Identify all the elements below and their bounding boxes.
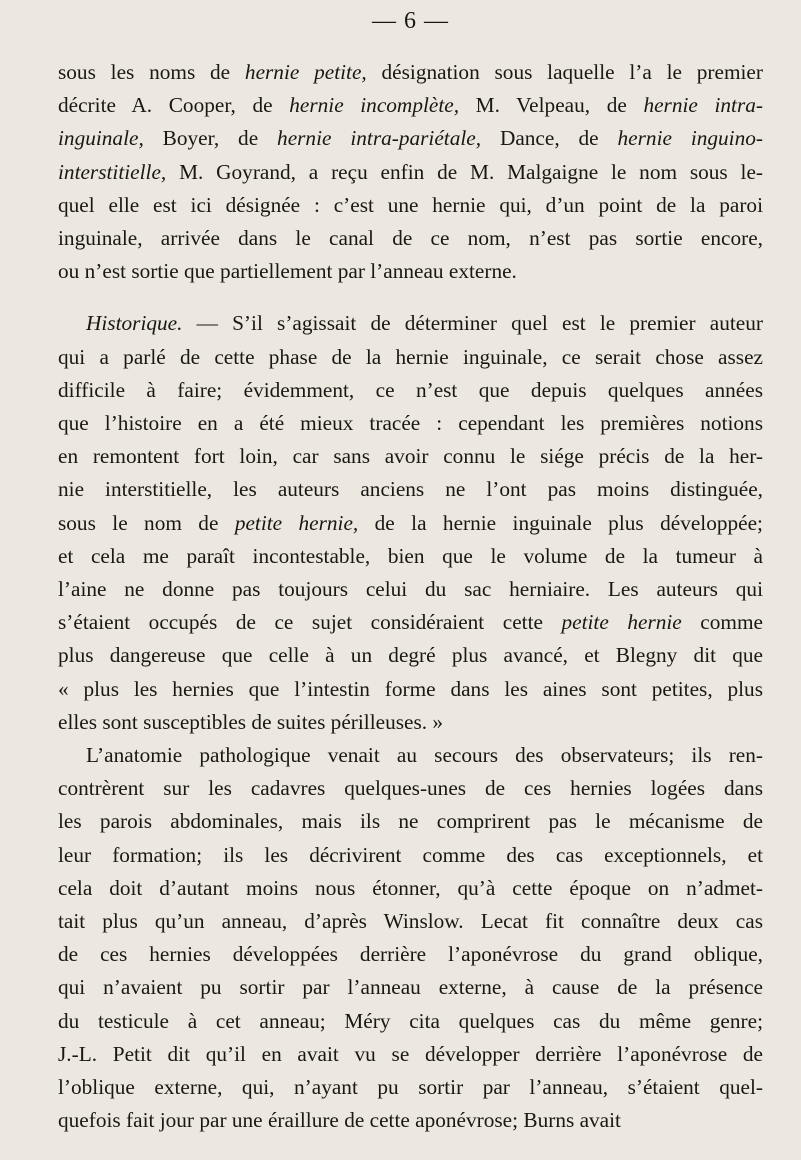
text-line: du testicule à cet anneau; Méry cita quelques cas du même genre; xyxy=(58,1008,763,1033)
text-line: Historique. — S’il s’agissait de déterminer quel est le premier auteur xyxy=(86,311,763,336)
text-line: les parois abdominales, mais ils ne comprirent pas le mécanisme de xyxy=(58,809,763,834)
text-line: J.-L. Petit dit qu’il en avait vu se développer derrière l’aponévrose de xyxy=(58,1041,763,1066)
italic-term: petite hernie xyxy=(561,610,682,635)
text-line: difficile à faire; évidemment, ce n’est que depuis quelques années xyxy=(58,377,763,402)
text-line: ou n’est sortie que partiellement par l’anneau externe. xyxy=(58,259,517,284)
italic-term: hernie incomplète, xyxy=(289,93,460,118)
text-line: interstitielle, M. Goyrand, a reçu enfin de M. Malgaigne le nom sous le- xyxy=(58,159,763,184)
text-line: quel elle est ici désignée : c’est une hernie qui, d’un point de la paroi xyxy=(58,192,763,217)
italic-term: hernie inguino- xyxy=(617,126,763,151)
text-line: inguinale, Boyer, de hernie intra-pariétale, Dance, de hernie inguino- xyxy=(58,126,763,151)
text-line: leur formation; ils les décrivirent comme des cas exceptionnels, et xyxy=(58,842,763,867)
text-line: de ces hernies développées derrière l’aponévrose du grand oblique, xyxy=(58,942,763,967)
italic-term: hernie intra- xyxy=(643,93,763,118)
text-line: qui n’avaient pu sortir par l’anneau externe, à cause de la présence xyxy=(58,975,763,1000)
italic-term: petite hernie, xyxy=(234,510,359,535)
text-line: quefois fait jour par une éraillure de cette aponévrose; Burns avait xyxy=(58,1108,621,1133)
text-line: contrèrent sur les cadavres quelques-unes de ces hernies logées dans xyxy=(58,776,763,801)
text-line: « plus les hernies que l’intestin forme dans les aines sont petites, plus xyxy=(58,676,763,701)
text-line: tait plus qu’un anneau, d’après Winslow. Lecat fit connaître deux cas xyxy=(58,909,763,934)
page-number: — 6 — xyxy=(372,8,449,34)
text-line: L’anatomie pathologique venait au secours des observateurs; ils ren- xyxy=(86,743,763,768)
text-line: plus dangereuse que celle à un degré plus avancé, et Blegny dit que xyxy=(58,643,763,668)
italic-term: hernie intra-pariétale, xyxy=(277,126,482,151)
text-line: l’oblique externe, qui, n’ayant pu sortir par l’anneau, s’étaient quel- xyxy=(58,1075,763,1100)
text-line: sous le nom de petite hernie, de la hernie inguinale plus développée; xyxy=(58,510,763,535)
text-line: inguinale, arrivée dans le canal de ce nom, n’est pas sortie encore, xyxy=(58,226,763,251)
text-line: l’aine ne donne pas toujours celui du sac herniaire. Les auteurs qui xyxy=(58,577,763,602)
paragraph xyxy=(58,56,763,288)
paragraph-gap xyxy=(58,288,763,307)
italic-term: hernie petite, xyxy=(244,60,367,84)
text-line: nie interstitielle, les auteurs anciens ne l’ont pas moins distinguée, xyxy=(58,477,763,502)
paragraph xyxy=(58,307,763,739)
text-line: elles sont susceptibles de suites périlleuses. » xyxy=(58,709,444,734)
body-text xyxy=(58,56,763,1138)
text-line: et cela me paraît incontestable, bien que le volume de la tumeur à xyxy=(58,543,763,568)
text-line: cela doit d’autant moins nous étonner, qu’à cette époque on n’admet- xyxy=(58,875,763,900)
text-line: que l’histoire en a été mieux tracée : cependant les premières notions xyxy=(58,411,763,436)
italic-term: Historique. xyxy=(86,311,183,336)
text-line: s’étaient occupés de ce sujet considéraient cette petite hernie comme xyxy=(58,610,763,635)
italic-term: inguinale, xyxy=(58,126,144,151)
text-line: décrite A. Cooper, de hernie incomplète, M. Velpeau, de hernie intra- xyxy=(58,93,763,118)
paragraph xyxy=(58,739,763,1137)
text-line: sous les noms de hernie petite, désignation sous laquelle l’a le premier xyxy=(58,60,763,84)
text-line: qui a parlé de cette phase de la hernie inguinale, ce serait chose assez xyxy=(58,344,763,369)
text-line: en remontent fort loin, car sans avoir connu le siége précis de la her- xyxy=(58,444,763,469)
italic-term: interstitielle, xyxy=(58,159,167,184)
